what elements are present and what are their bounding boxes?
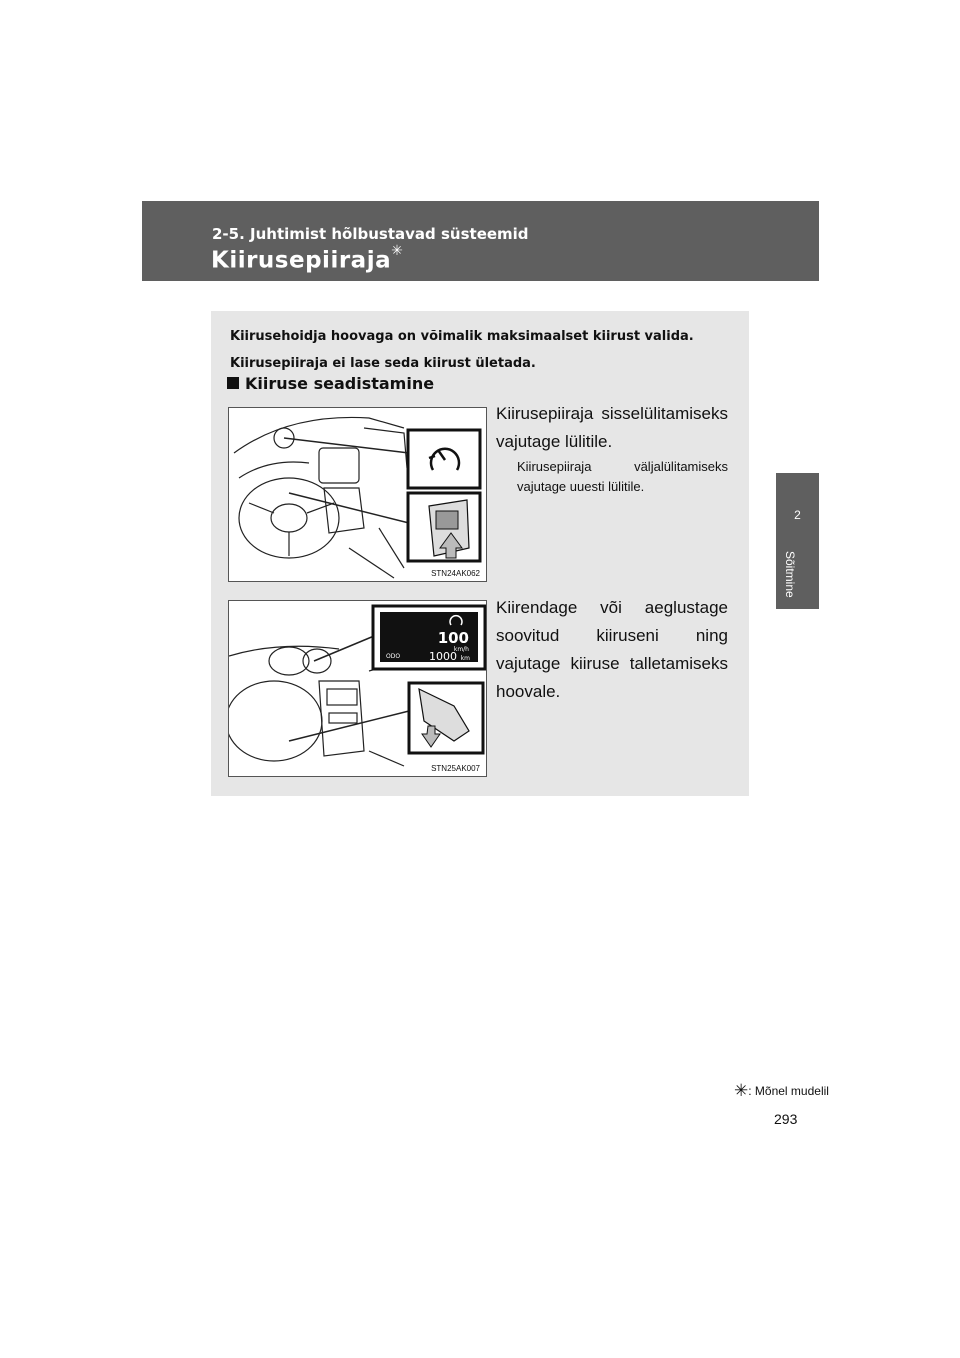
display-odo-value: 1000 (429, 650, 457, 663)
intro-line-1: Kiirusehoidja hoovaga on võimalik maksimaalset kiirust valida. (230, 329, 694, 344)
page-number: 293 (774, 1111, 798, 1127)
chapter-header (142, 201, 819, 281)
optional-mark: ✳ (391, 243, 404, 259)
dashboard-switch-illustration (229, 408, 486, 581)
step1-note: Kiirusepiiraja väljalülitamiseks vajutage uuesti lülitile. (517, 459, 728, 494)
content-panel (211, 311, 749, 796)
footnote-mark: ✳ (734, 1081, 749, 1100)
display-speed-unit: km/h (453, 646, 469, 653)
display-odo-unit: km (460, 655, 470, 662)
step1-instruction: Kiirusepiiraja sisselülitamiseks vajutage lülitile. (496, 404, 728, 451)
figure-code: STN24AK062 (431, 569, 480, 578)
chapter-side-tab (776, 473, 819, 609)
intro-line-2: Kiirusepiiraja ei lase seda kiirust ületada. (230, 356, 536, 371)
section-title: 2-5. Juhtimist hõlbustavad süsteemid (212, 225, 529, 243)
limiter-switch-button-icon (436, 511, 458, 529)
display-odo-label: ODO (386, 653, 401, 660)
cluster-lever-illustration (229, 601, 486, 776)
display-speed: 100 (437, 629, 469, 647)
page-title (211, 243, 404, 274)
subheading-text: Kiiruse seadistamine (245, 374, 435, 393)
page-title-text: Kiirusepiiraja (211, 247, 392, 274)
step2-instruction: Kiirendage või aeglustage soovitud kiiruseni ning vajutage kiiruse talletamiseks hoovale. (496, 598, 728, 701)
intro-text (230, 323, 694, 377)
figure-speed-limiter-switch (228, 407, 487, 582)
subheading (227, 374, 434, 393)
chapter-number: 2 (794, 508, 801, 522)
chapter-label: Sõitmine (783, 551, 797, 598)
footnote (734, 1080, 829, 1100)
square-bullet-icon (227, 377, 239, 389)
figure-speed-set-lever (228, 600, 487, 777)
footnote-text: : Mõnel mudelil (748, 1084, 829, 1098)
figure-code: STN25AK007 (431, 764, 480, 773)
